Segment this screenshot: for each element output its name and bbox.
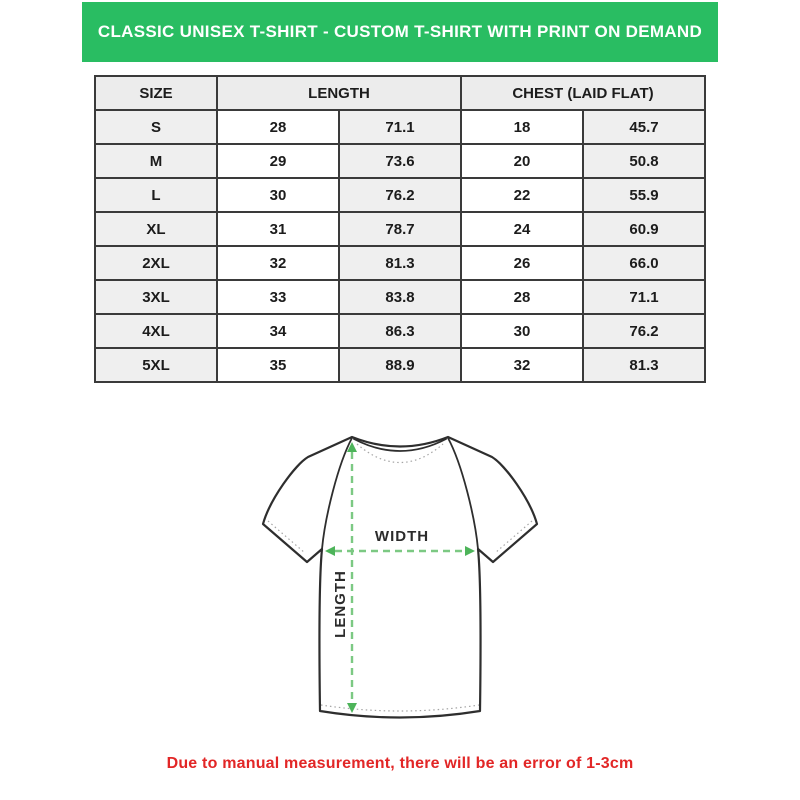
table-row [95, 110, 705, 144]
length-in-cell: 29 [217, 144, 339, 178]
col-header-length: LENGTH [217, 76, 461, 110]
chest-in-cell: 18 [461, 110, 583, 144]
table-row [95, 280, 705, 314]
table-row [95, 348, 705, 382]
chest-cm-cell: 55.9 [583, 178, 705, 212]
chest-in-cell: 32 [461, 348, 583, 382]
title-banner [82, 2, 718, 62]
length-in-cell: 34 [217, 314, 339, 348]
table-row [95, 178, 705, 212]
length-cm-cell: 76.2 [339, 178, 461, 212]
size-cell: 5XL [95, 348, 217, 382]
size-cell: S [95, 110, 217, 144]
chest-in-cell: 30 [461, 314, 583, 348]
length-cm-cell: 78.7 [339, 212, 461, 246]
length-cm-cell: 88.9 [339, 348, 461, 382]
length-cm-cell: 73.6 [339, 144, 461, 178]
size-cell: M [95, 144, 217, 178]
tshirt-diagram-svg [255, 429, 545, 741]
length-in-cell: 32 [217, 246, 339, 280]
chest-cm-cell: 60.9 [583, 212, 705, 246]
size-cell: 3XL [95, 280, 217, 314]
tshirt-measurement-diagram [255, 429, 545, 741]
table-row [95, 212, 705, 246]
chest-in-cell: 28 [461, 280, 583, 314]
length-in-cell: 33 [217, 280, 339, 314]
length-in-cell: 28 [217, 110, 339, 144]
length-in-cell: 31 [217, 212, 339, 246]
length-in-cell: 35 [217, 348, 339, 382]
chest-cm-cell: 66.0 [583, 246, 705, 280]
tshirt-outline [263, 437, 537, 718]
length-cm-cell: 81.3 [339, 246, 461, 280]
col-header-size: SIZE [95, 76, 217, 110]
chest-cm-cell: 45.7 [583, 110, 705, 144]
length-cm-cell: 86.3 [339, 314, 461, 348]
size-cell: L [95, 178, 217, 212]
page-title: CLASSIC UNISEX T-SHIRT - CUSTOM T-SHIRT WITH PRINT ON DEMAND [97, 22, 703, 41]
chest-in-cell: 20 [461, 144, 583, 178]
size-cell: 2XL [95, 246, 217, 280]
length-cm-cell: 83.8 [339, 280, 461, 314]
chest-cm-cell: 71.1 [583, 280, 705, 314]
length-in-cell: 30 [217, 178, 339, 212]
size-cell: 4XL [95, 314, 217, 348]
table-row [95, 314, 705, 348]
size-table [94, 75, 706, 383]
size-cell: XL [95, 212, 217, 246]
chest-cm-cell: 81.3 [583, 348, 705, 382]
table-row [95, 246, 705, 280]
table-row [95, 144, 705, 178]
chest-cm-cell: 76.2 [583, 314, 705, 348]
size-table-header-row [95, 76, 705, 110]
measurement-note: Due to manual measurement, there will be an error of 1-3cm [166, 755, 634, 772]
width-label: WIDTH [374, 528, 430, 545]
chest-in-cell: 22 [461, 178, 583, 212]
chest-in-cell: 24 [461, 212, 583, 246]
col-header-chest: CHEST (LAID FLAT) [461, 76, 705, 110]
length-label: LENGTH [332, 570, 349, 638]
chest-in-cell: 26 [461, 246, 583, 280]
length-cm-cell: 71.1 [339, 110, 461, 144]
chest-cm-cell: 50.8 [583, 144, 705, 178]
